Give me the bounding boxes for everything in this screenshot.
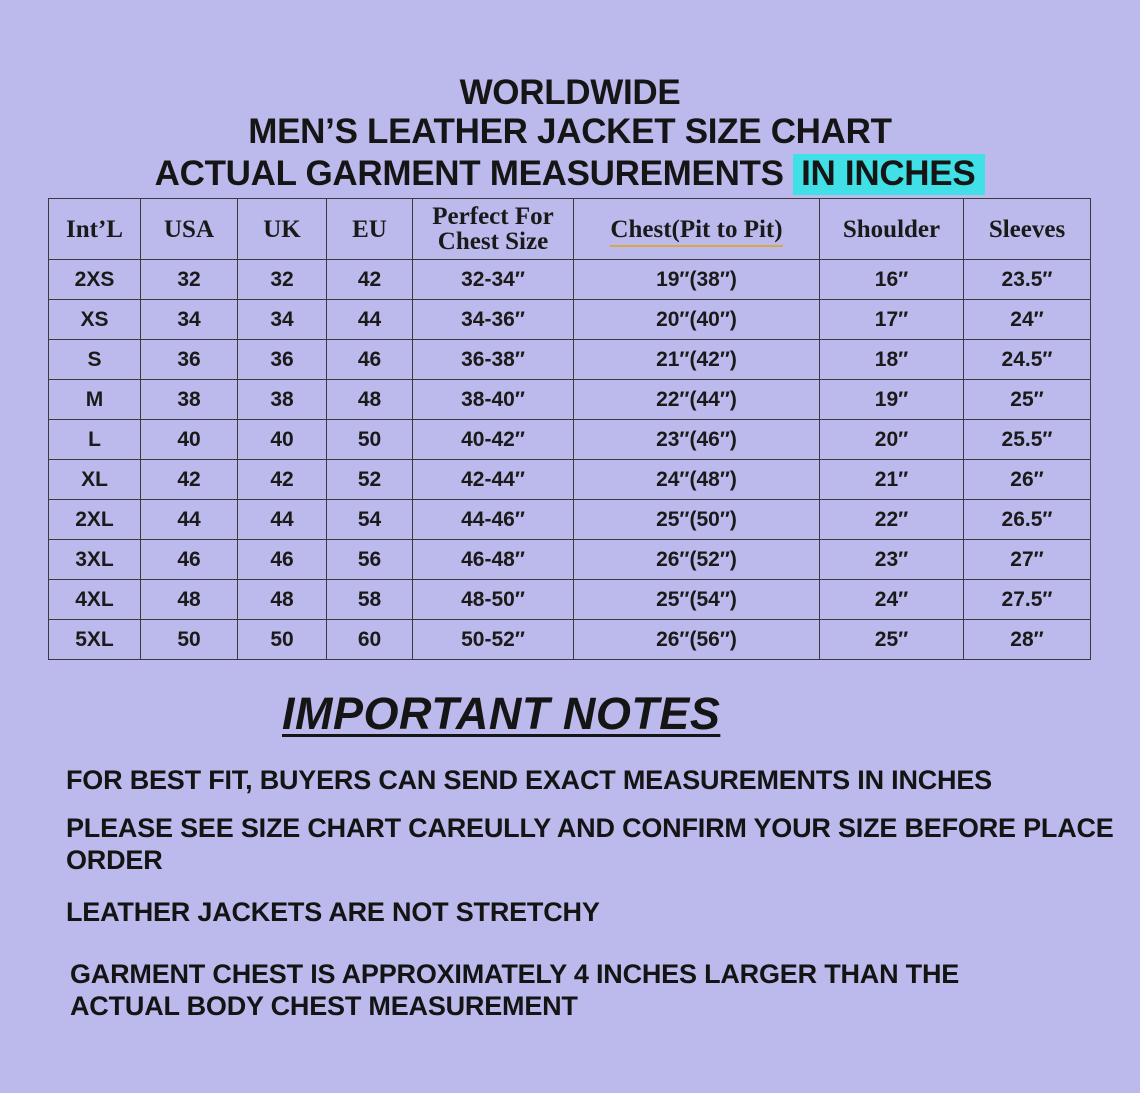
header-chest-label: Chest(Pit to Pit) [610,216,782,247]
title-line-3-main: ACTUAL GARMENT MEASUREMENTS [154,154,794,193]
table-row [49,340,1091,380]
title-line-2: MEN’S LEATHER JACKET SIZE CHART [248,112,892,151]
header-intl: Int’L [49,199,141,260]
cell-eu: 50 [327,420,413,460]
table-row [49,500,1091,540]
header-chest-size [413,199,574,260]
cell-shoulder: 22″ [820,500,964,540]
cell-chest: 23″(46″) [574,420,820,460]
header-chest [574,199,820,260]
cell-eu: 52 [327,460,413,500]
cell-shoulder: 19″ [820,380,964,420]
cell-uk: 42 [238,460,327,500]
cell-uk: 48 [238,580,327,620]
cell-intl: 2XS [49,260,141,300]
cell-intl: 5XL [49,620,141,660]
cell-eu: 54 [327,500,413,540]
cell-sleeves: 27″ [964,540,1091,580]
cell-eu: 60 [327,620,413,660]
size-chart-table [48,198,1091,660]
cell-usa: 46 [141,540,238,580]
cell-eu: 42 [327,260,413,300]
cell-uk: 34 [238,300,327,340]
header-uk: UK [238,199,327,260]
header-chest-size-line1: Perfect For [432,203,554,230]
cell-usa: 36 [141,340,238,380]
header-shoulder: Shoulder [820,199,964,260]
cell-chest-size: 50-52″ [413,620,574,660]
cell-eu: 58 [327,580,413,620]
cell-usa: 44 [141,500,238,540]
cell-intl: XS [49,300,141,340]
header-usa: USA [141,199,238,260]
cell-chest: 22″(44″) [574,380,820,420]
cell-chest-size: 44-46″ [413,500,574,540]
table-row [49,620,1091,660]
cell-sleeves: 27.5″ [964,580,1091,620]
title-highlight-in-inches: IN INCHES [793,154,985,195]
cell-uk: 46 [238,540,327,580]
cell-shoulder: 20″ [820,420,964,460]
table-row [49,580,1091,620]
cell-intl: L [49,420,141,460]
cell-intl: 2XL [49,500,141,540]
cell-chest: 26″(56″) [574,620,820,660]
cell-chest: 25″(50″) [574,500,820,540]
cell-uk: 44 [238,500,327,540]
table-header-row [49,199,1091,260]
cell-sleeves: 28″ [964,620,1091,660]
cell-eu: 56 [327,540,413,580]
cell-chest-size: 48-50″ [413,580,574,620]
cell-chest-size: 32-34″ [413,260,574,300]
cell-usa: 48 [141,580,238,620]
cell-intl: XL [49,460,141,500]
cell-sleeves: 26″ [964,460,1091,500]
cell-usa: 42 [141,460,238,500]
title-line-3 [0,153,1140,195]
cell-shoulder: 25″ [820,620,964,660]
cell-sleeves: 25.5″ [964,420,1091,460]
cell-shoulder: 16″ [820,260,964,300]
cell-shoulder: 18″ [820,340,964,380]
note-3: LEATHER JACKETS ARE NOT STRETCHY [66,897,600,927]
cell-intl: 3XL [49,540,141,580]
notes-title: IMPORTANT NOTES [282,688,721,739]
table-row [49,420,1091,460]
cell-chest-size: 40-42″ [413,420,574,460]
note-1: FOR BEST FIT, BUYERS CAN SEND EXACT MEASUREMENTS IN INCHES [66,765,992,795]
header-chest-size-line2: Chest Size [437,228,549,255]
cell-uk: 40 [238,420,327,460]
table-row [49,300,1091,340]
cell-chest: 19″(38″) [574,260,820,300]
cell-eu: 46 [327,340,413,380]
cell-uk: 50 [238,620,327,660]
table-row [49,380,1091,420]
cell-intl: 4XL [49,580,141,620]
cell-shoulder: 21″ [820,460,964,500]
cell-shoulder: 17″ [820,300,964,340]
cell-chest-size: 34-36″ [413,300,574,340]
table-row [49,460,1091,500]
header-eu: EU [327,199,413,260]
cell-uk: 36 [238,340,327,380]
cell-usa: 50 [141,620,238,660]
cell-uk: 38 [238,380,327,420]
title-line-1: WORLDWIDE [459,73,681,112]
table-body [49,260,1091,660]
note-2: PLEASE SEE SIZE CHART CAREULLY AND CONFIRM YOUR SIZE BEFORE PLACE ORDER [66,813,1114,875]
cell-sleeves: 24″ [964,300,1091,340]
cell-chest-size: 36-38″ [413,340,574,380]
cell-eu: 44 [327,300,413,340]
cell-sleeves: 24.5″ [964,340,1091,380]
cell-usa: 40 [141,420,238,460]
cell-eu: 48 [327,380,413,420]
cell-usa: 32 [141,260,238,300]
cell-intl: S [49,340,141,380]
cell-shoulder: 24″ [820,580,964,620]
cell-uk: 32 [238,260,327,300]
cell-chest: 20″(40″) [574,300,820,340]
cell-sleeves: 25″ [964,380,1091,420]
cell-chest: 26″(52″) [574,540,820,580]
cell-chest: 21″(42″) [574,340,820,380]
table-row [49,260,1091,300]
table-row [49,540,1091,580]
cell-usa: 34 [141,300,238,340]
cell-intl: M [49,380,141,420]
cell-chest-size: 42-44″ [413,460,574,500]
cell-chest: 24″(48″) [574,460,820,500]
header-sleeves: Sleeves [964,199,1091,260]
cell-usa: 38 [141,380,238,420]
cell-shoulder: 23″ [820,540,964,580]
cell-sleeves: 26.5″ [964,500,1091,540]
note-4: GARMENT CHEST IS APPROXIMATELY 4 INCHES LARGER THAN THE ACTUAL BODY CHEST MEASUREMENT [70,959,960,1021]
cell-sleeves: 23.5″ [964,260,1091,300]
cell-chest-size: 38-40″ [413,380,574,420]
cell-chest: 25″(54″) [574,580,820,620]
cell-chest-size: 46-48″ [413,540,574,580]
